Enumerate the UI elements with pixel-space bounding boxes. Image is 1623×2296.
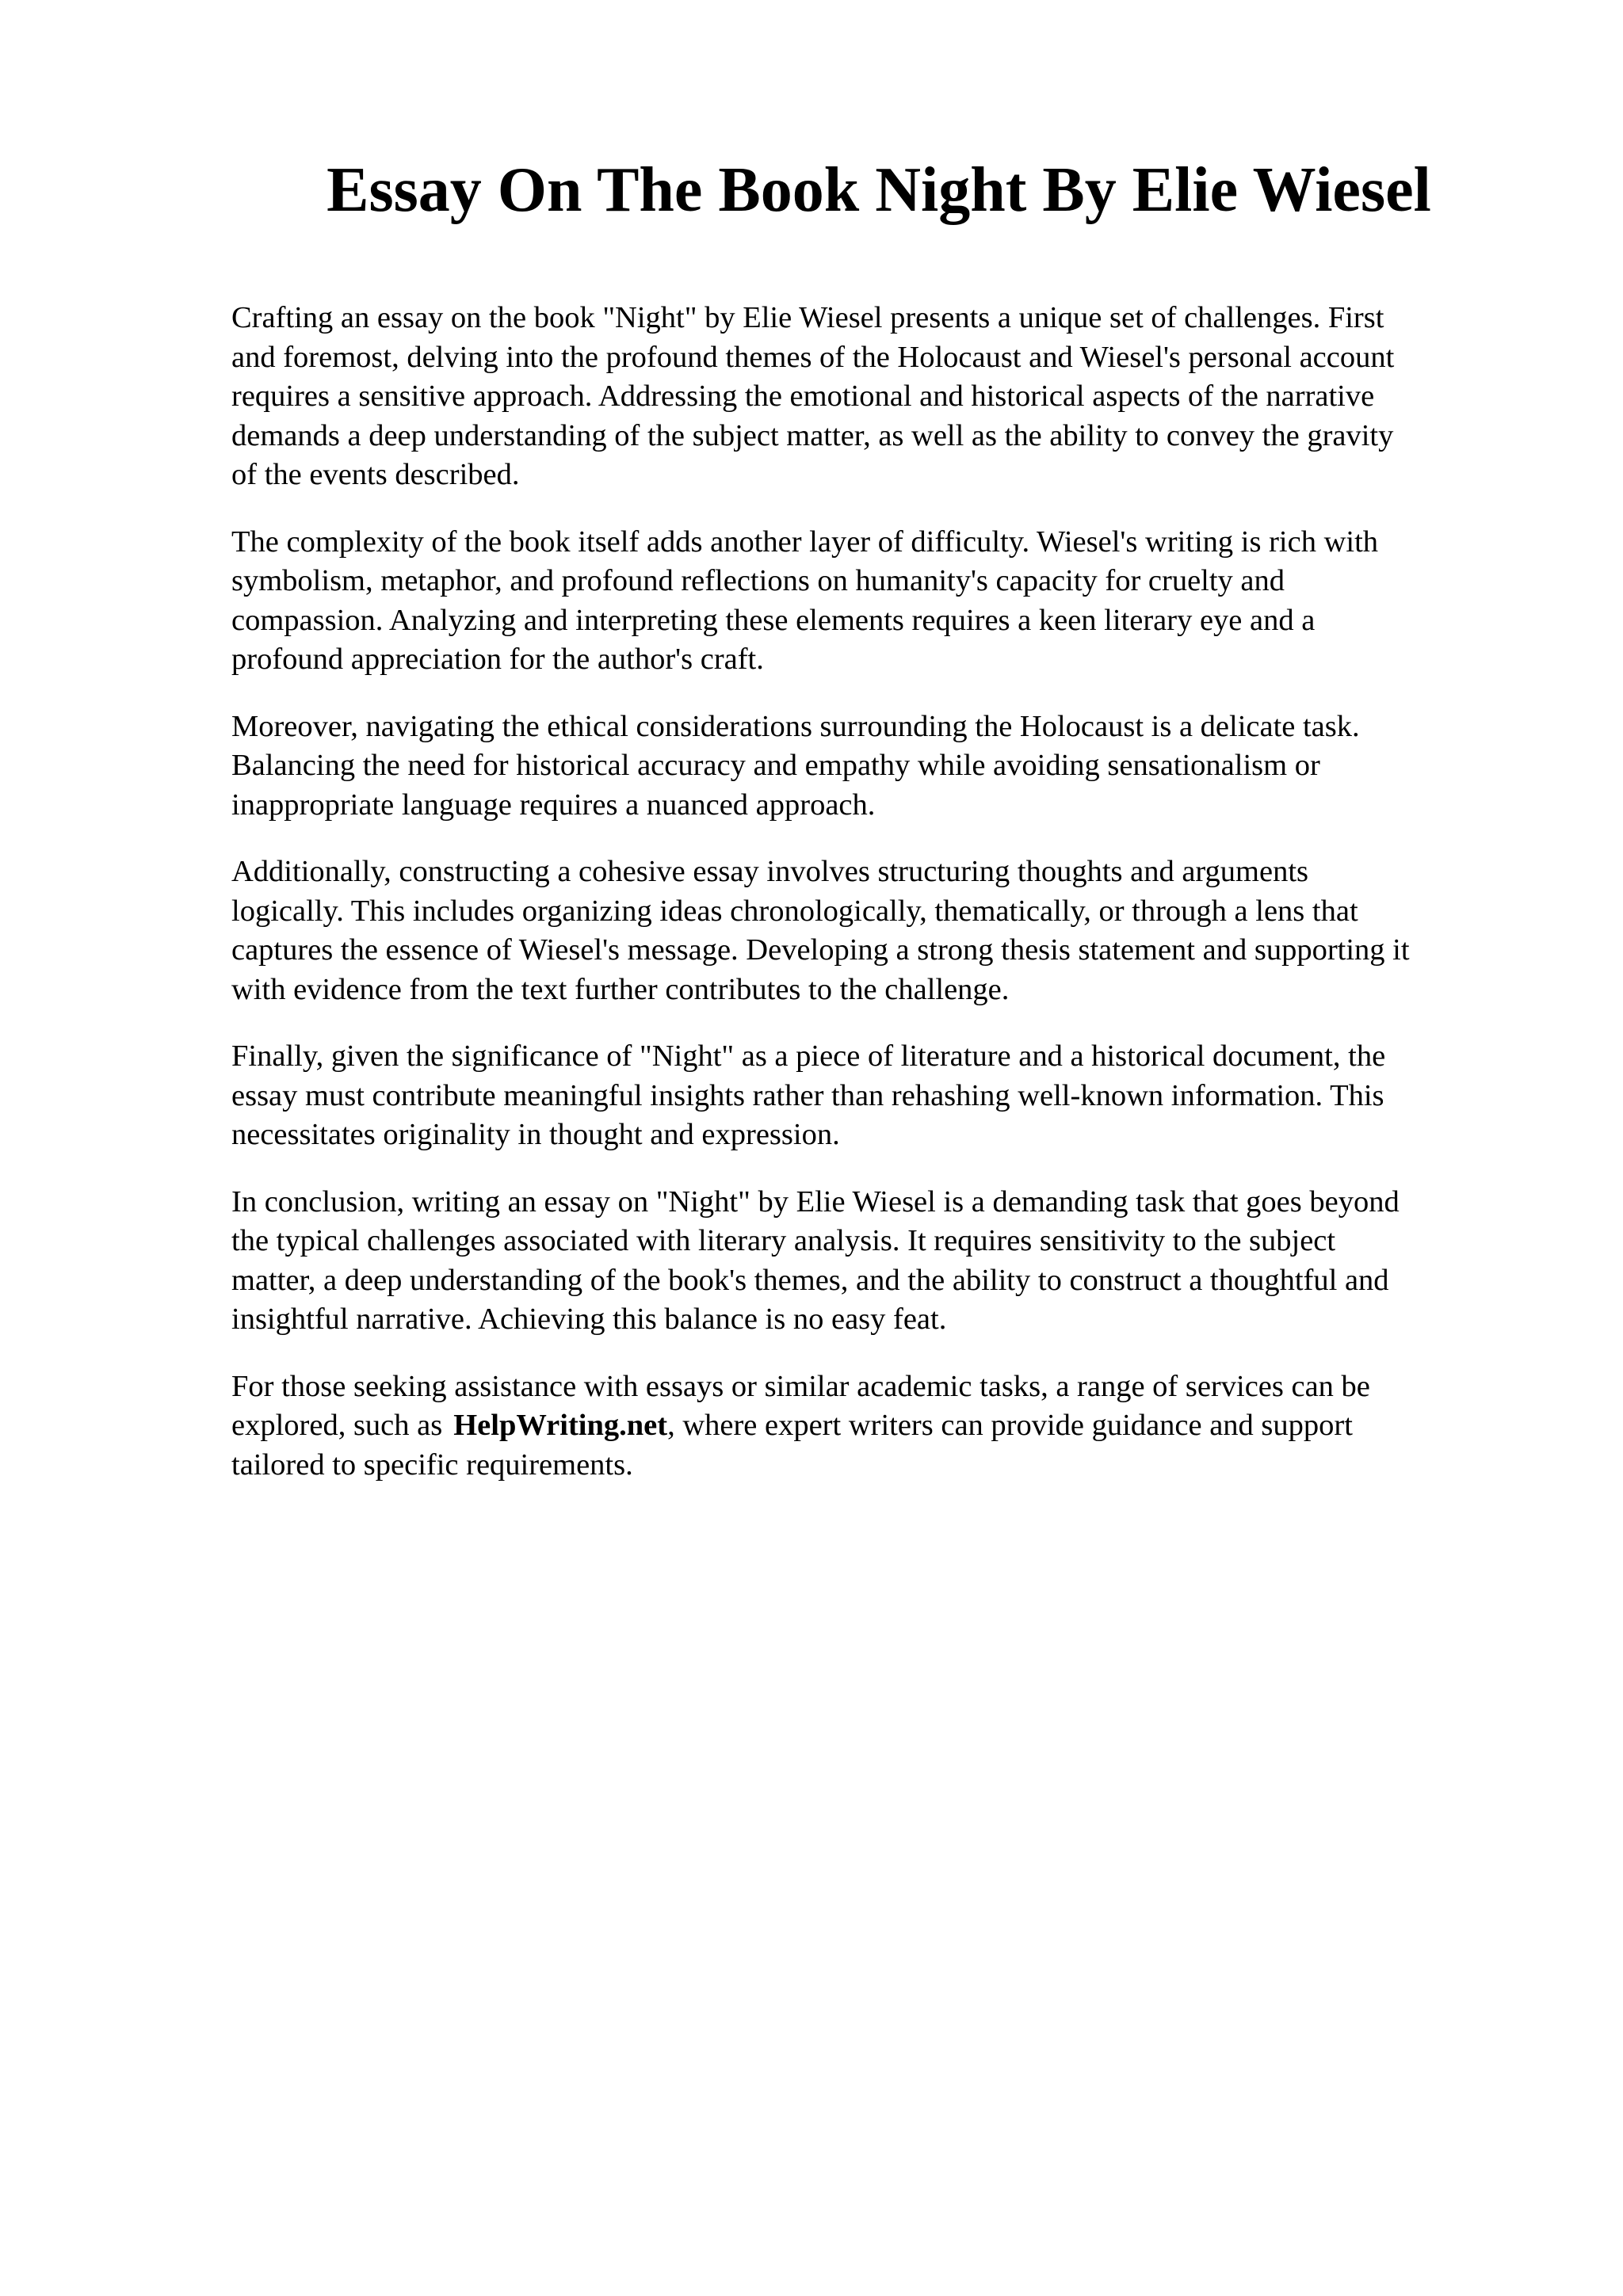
paragraph-line: inappropriate language requires a nuanced approach. <box>231 788 876 822</box>
paragraph-line: Finally, given the significance of "Night" as a piece of literature and a historical document, the <box>231 1039 1386 1073</box>
paragraph-line: Additionally, constructing a cohesive essay involves structuring thoughts and arguments <box>231 855 1309 888</box>
paragraph-line: compassion. Analyzing and interpreting these elements requires a keen literary eye and a <box>231 603 1316 637</box>
paragraph-3 <box>231 707 1515 826</box>
paragraph-line: tailored to specific requirements. <box>231 1447 633 1482</box>
paragraph-line: logically. This includes organizing ideas chronologically, thematically, or through a lens that <box>231 894 1358 928</box>
paragraph-line: Moreover, navigating the ethical considerations surrounding the Holocaust is a delicate task. <box>231 709 1360 743</box>
paragraph-line-end: , where expert writers can provide guidance and support <box>667 1409 1353 1442</box>
paragraph-2 <box>231 523 1515 680</box>
paragraph-line: and foremost, delving into the profound themes of the Holocaust and Wiesel's personal account <box>231 340 1395 374</box>
paragraph-line: of the events described. <box>231 458 520 491</box>
paragraph-6 <box>231 1183 1515 1340</box>
paragraph-line: essay must contribute meaningful insights rather than rehashing well-known information. This <box>231 1078 1384 1112</box>
closing-paragraph <box>231 1367 1515 1486</box>
paragraph-line: The complexity of the book itself adds another layer of difficulty. Wiesel's writing is rich with <box>231 524 1379 559</box>
paragraph-line: Crafting an essay on the book "Night" by Elie Wiesel presents a unique set of challenges. First <box>231 301 1384 334</box>
paragraph-line: with evidence from the text further contributes to the challenge. <box>231 972 1010 1006</box>
document-body <box>231 299 1515 1512</box>
paragraph-4 <box>231 852 1515 1009</box>
paragraph-line: requires a sensitive approach. Addressing the emotional and historical aspects of the narrative <box>231 379 1375 413</box>
paragraph-line: For those seeking assistance with essays or similar academic tasks, a range of services can be <box>231 1369 1370 1403</box>
paragraph-line: insightful narrative. Achieving this balance is no easy feat. <box>231 1302 947 1336</box>
paragraph-1 <box>231 299 1515 495</box>
paragraph-line: matter, a deep understanding of the book's themes, and the ability to construct a thoughtful and <box>231 1263 1389 1297</box>
paragraph-line: demands a deep understanding of the subject matter, as well as the ability to convey the gravity <box>231 418 1394 452</box>
paragraph-5 <box>231 1037 1515 1155</box>
helpwriting-link[interactable]: HelpWriting.net <box>453 1409 668 1442</box>
paragraph-line: necessitates originality in thought and expression. <box>231 1118 840 1151</box>
paragraph-line-start: explored, such as <box>231 1409 443 1442</box>
paragraph-line: the typical challenges associated with literary analysis. It requires sensitivity to the subject <box>231 1224 1336 1257</box>
paragraph-line: captures the essence of Wiesel's message. Developing a strong thesis statement and supporting it <box>231 933 1410 967</box>
paragraph-line: symbolism, metaphor, and profound reflections on humanity's capacity for cruelty and <box>231 564 1285 597</box>
paragraph-line: In conclusion, writing an essay on "Night" by Elie Wiesel is a demanding task that goes beyond <box>231 1184 1400 1219</box>
paragraph-line: profound appreciation for the author's craft. <box>231 643 764 676</box>
paragraph-line: Balancing the need for historical accuracy and empathy while avoiding sensationalism or <box>231 749 1320 782</box>
document-title: Essay On The Book Night By Elie Wiesel <box>327 155 1431 225</box>
